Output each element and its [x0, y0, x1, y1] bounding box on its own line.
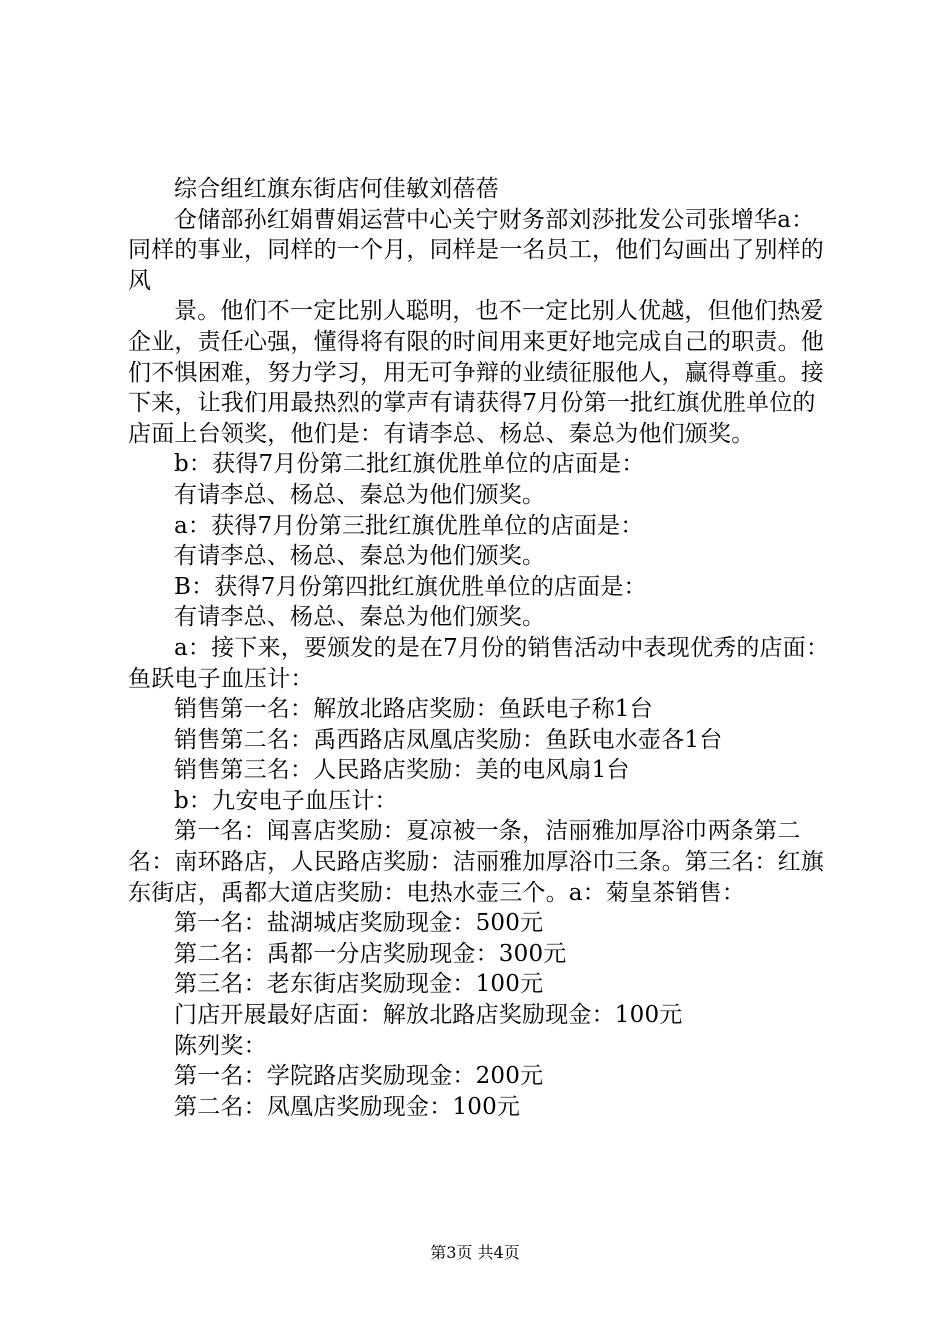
- paragraph: 仓储部孙红娟曹娟运营中心关宁财务部刘莎批发公司张增华a：同样的事业，同样的一个月，同样是一名员工，他们勾画出了别样的风: [128, 206, 824, 294]
- paragraph: a：接下来，要颁发的是在7月份的销售活动中表现优秀的店面：鱼跃电子血压计：: [128, 634, 830, 692]
- paragraph: 第一名：学院路店奖励现金：200元: [174, 1063, 544, 1090]
- document-body: [128, 174, 836, 1122]
- paragraph: 有请李总、杨总、秦总为他们颁奖。: [174, 543, 546, 570]
- paragraph: B：获得7月份第四批红旗优胜单位的店面是：: [174, 573, 647, 600]
- paragraph: 第一名：盐湖城店奖励现金：500元: [174, 910, 544, 937]
- paragraph: 第二名：禹都一分店奖励现金：300元: [174, 940, 567, 967]
- page-number-footer: 第3页 共4页: [430, 1243, 520, 1262]
- paragraph: 景。他们不一定比别人聪明，也不一定比别人优越，但他们热爱企业，责任心强，懂得将有限的时间用来更好地完成自己的职责。他们不惧困难，努力学习，用无可争辩的业绩征服他人，赢得尊重。接下来，让我们用最热烈的掌声有请获得7月份第一批红旗优胜单位的店面上台领奖，他们是：有请李总、杨总、秦总为他们颁奖。: [128, 298, 824, 447]
- paragraph: 第二名：凤凰店奖励现金：100元: [174, 1093, 521, 1120]
- paragraph: 综合组红旗东街店何佳敏刘蓓蓓: [174, 176, 499, 202]
- paragraph: 门店开展最好店面：解放北路店奖励现金：100元: [174, 1002, 683, 1029]
- paragraph: 销售第一名：解放北路店奖励：鱼跃电子称1台: [174, 696, 653, 723]
- paragraph: a：获得7月份第三批红旗优胜单位的店面是：: [174, 512, 644, 539]
- paragraph: b：九安电子血压计：: [174, 787, 398, 814]
- paragraph: b：获得7月份第二批红旗优胜单位的店面是：: [174, 451, 645, 478]
- paragraph: 第三名：老东街店奖励现金：100元: [174, 971, 544, 998]
- paragraph: 有请李总、杨总、秦总为他们颁奖。: [174, 481, 546, 508]
- paragraph: 销售第三名：人民路店奖励：美的电风扇1台: [174, 757, 630, 784]
- paragraph: 第一名：闻喜店奖励：夏凉被一条，洁丽雅加厚浴巾两条第二名：南环路店，人民路店奖励：洁丽雅加厚浴巾三条。第三名：红旗东街店，禹都大道店奖励：电热水壶三个。a：菊皇茶销售：: [128, 818, 824, 906]
- paragraph: 销售第二名：禹西路店凤凰店奖励：鱼跃电水壶各1台: [174, 726, 723, 753]
- paragraph: 有请李总、杨总、秦总为他们颁奖。: [174, 604, 546, 631]
- paragraph: 陈列奖：: [174, 1032, 267, 1059]
